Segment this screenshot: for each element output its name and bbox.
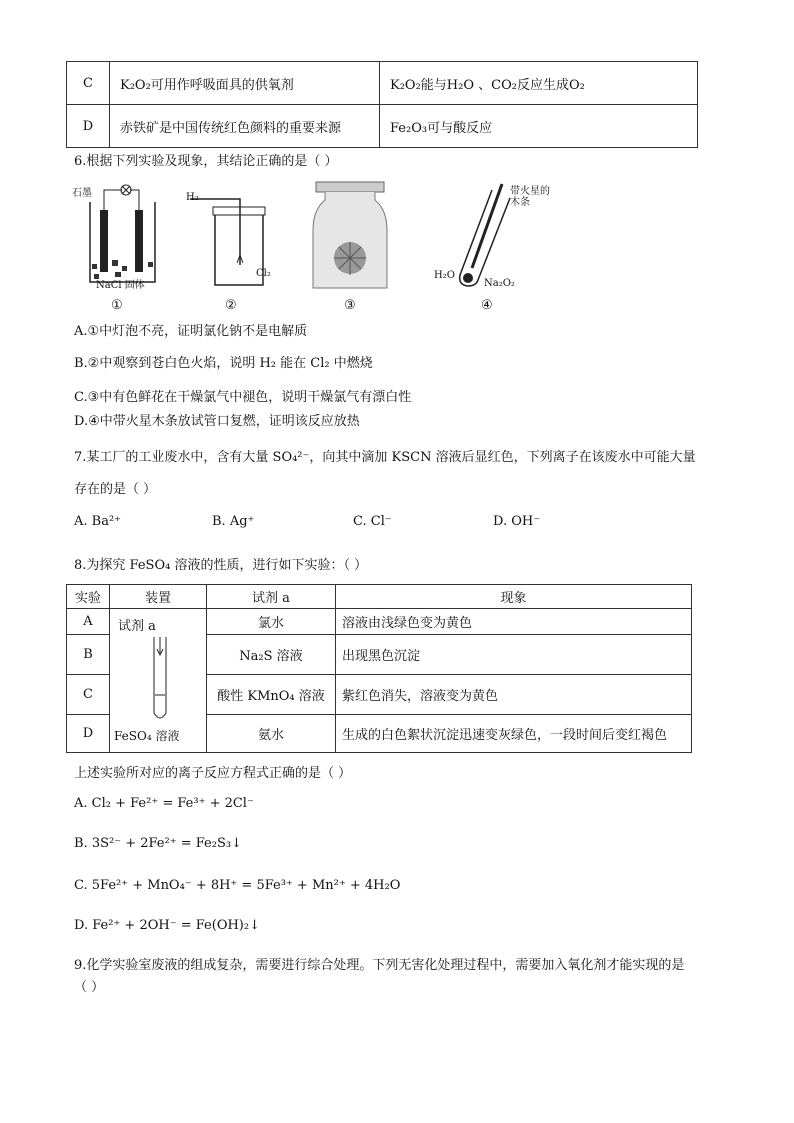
table-top [66, 61, 698, 148]
q9-stem-line1: 9.化学实验室废液的组成复杂，需要进行综合处理。下列无害化处理过程中，需要加入氧化剂才能实现的是 [74, 958, 685, 973]
q8-option-d: D. Fe²⁺ + 2OH⁻ = Fe(OH)₂↓ [74, 918, 260, 933]
row-phenomenon: 生成的白色絮状沉淀迅速变灰绿色，一段时间后变红褐色 [336, 715, 692, 753]
cl2-label: Cl₂ [256, 268, 271, 279]
table-row [67, 105, 698, 148]
row-label: C [67, 675, 110, 715]
q6-option-d: D.④中带火星木条放试管口复燃，证明该反应放热 [74, 414, 360, 429]
q8-stem: 8.为探究 FeSO₄ 溶液的性质，进行如下实验：（ ） [74, 558, 368, 573]
q6-option-a: A.①中灯泡不亮，证明氯化钠不是电解质 [74, 324, 308, 339]
q6-option-b: B.②中观察到苍白色火焰，说明 H₂ 能在 Cl₂ 中燃烧 [74, 356, 373, 371]
splint-label: 带火星的木条 [510, 186, 550, 208]
row-reagent: Na₂S 溶液 [207, 635, 336, 675]
header-reagent: 试剂 a [207, 585, 336, 609]
header-experiment: 实验 [67, 585, 110, 609]
nacl-label: NaCl 固体 [96, 280, 145, 291]
table-row [67, 609, 692, 635]
row-left: 赤铁矿是中国传统红色颜料的重要来源 [110, 105, 380, 148]
row-reagent: 氯水 [207, 609, 336, 635]
row-label: C [67, 62, 110, 105]
row-phenomenon: 紫红色消失，溶液变为黄色 [336, 675, 692, 715]
h2o-label: H₂O [434, 270, 455, 281]
table-row [67, 62, 698, 105]
caption-3: ③ [344, 298, 356, 313]
caption-1: ① [111, 298, 123, 313]
graphite-label: 石墨 [72, 188, 92, 199]
device-cell [110, 609, 207, 753]
q8-option-c: C. 5Fe²⁺ + MnO₄⁻ + 8H⁺ = 5Fe³⁺ + Mn²⁺ + 4H₂O [74, 878, 401, 893]
q7-option-d: D. OH⁻ [493, 514, 541, 529]
solution-label: FeSO₄ 溶液 [114, 729, 180, 743]
q8-option-a: A. Cl₂ + Fe²⁺ = Fe³⁺ + 2Cl⁻ [74, 796, 254, 811]
header-device: 装置 [110, 585, 207, 609]
header-phenomenon: 现象 [336, 585, 692, 609]
q8-option-b: B. 3S²⁻ + 2Fe²⁺ = Fe₂S₃↓ [74, 836, 242, 851]
row-reagent: 酸性 KMnO₄ 溶液 [207, 675, 336, 715]
q7-stem-line1: 7.某工厂的工业废水中，含有大量 SO₄²⁻，向其中滴加 KSCN 溶液后显红色，下列离子在该废水中可能大量 [74, 450, 696, 465]
row-phenomenon: 出现黑色沉淀 [336, 635, 692, 675]
row-label: D [67, 715, 110, 753]
row-right: Fe₂O₃可与酸反应 [380, 105, 698, 148]
q9-stem-line2: （ ） [74, 980, 105, 995]
row-reagent: 氨水 [207, 715, 336, 753]
na2o2-label: Na₂O₂ [484, 278, 515, 289]
flower-jar-figure [310, 180, 390, 295]
q6-stem: 6.根据下列实验及现象，其结论正确的是（ ） [74, 154, 338, 169]
q7-option-a: A. Ba²⁺ [74, 514, 122, 529]
caption-4: ④ [481, 298, 493, 313]
caption-2: ② [225, 298, 237, 313]
row-label: B [67, 635, 110, 675]
row-right: K₂O₂能与H₂O 、CO₂反应生成O₂ [380, 62, 698, 105]
q6-option-c: C.③中有色鲜花在干燥氯气中褪色，说明干燥氯气有漂白性 [74, 390, 412, 405]
q7-option-c: C. Cl⁻ [353, 514, 392, 529]
row-left: K₂O₂可用作呼吸面具的供氧剂 [110, 62, 380, 105]
table-header-row [67, 585, 692, 609]
q7-option-b: B. Ag⁺ [212, 514, 255, 529]
h2-label: H₂ [186, 192, 199, 203]
row-label: A [67, 609, 110, 635]
experiment-table [66, 584, 692, 753]
test-tube-figure [148, 635, 172, 725]
q7-stem-line2: 存在的是（ ） [74, 482, 157, 497]
q8-sub-stem: 上述实验所对应的离子反应方程式正确的是（ ） [74, 766, 352, 781]
row-label: D [67, 105, 110, 148]
row-phenomenon: 溶液由浅绿色变为黄色 [336, 609, 692, 635]
reagent-label: 试剂 a [118, 619, 156, 634]
